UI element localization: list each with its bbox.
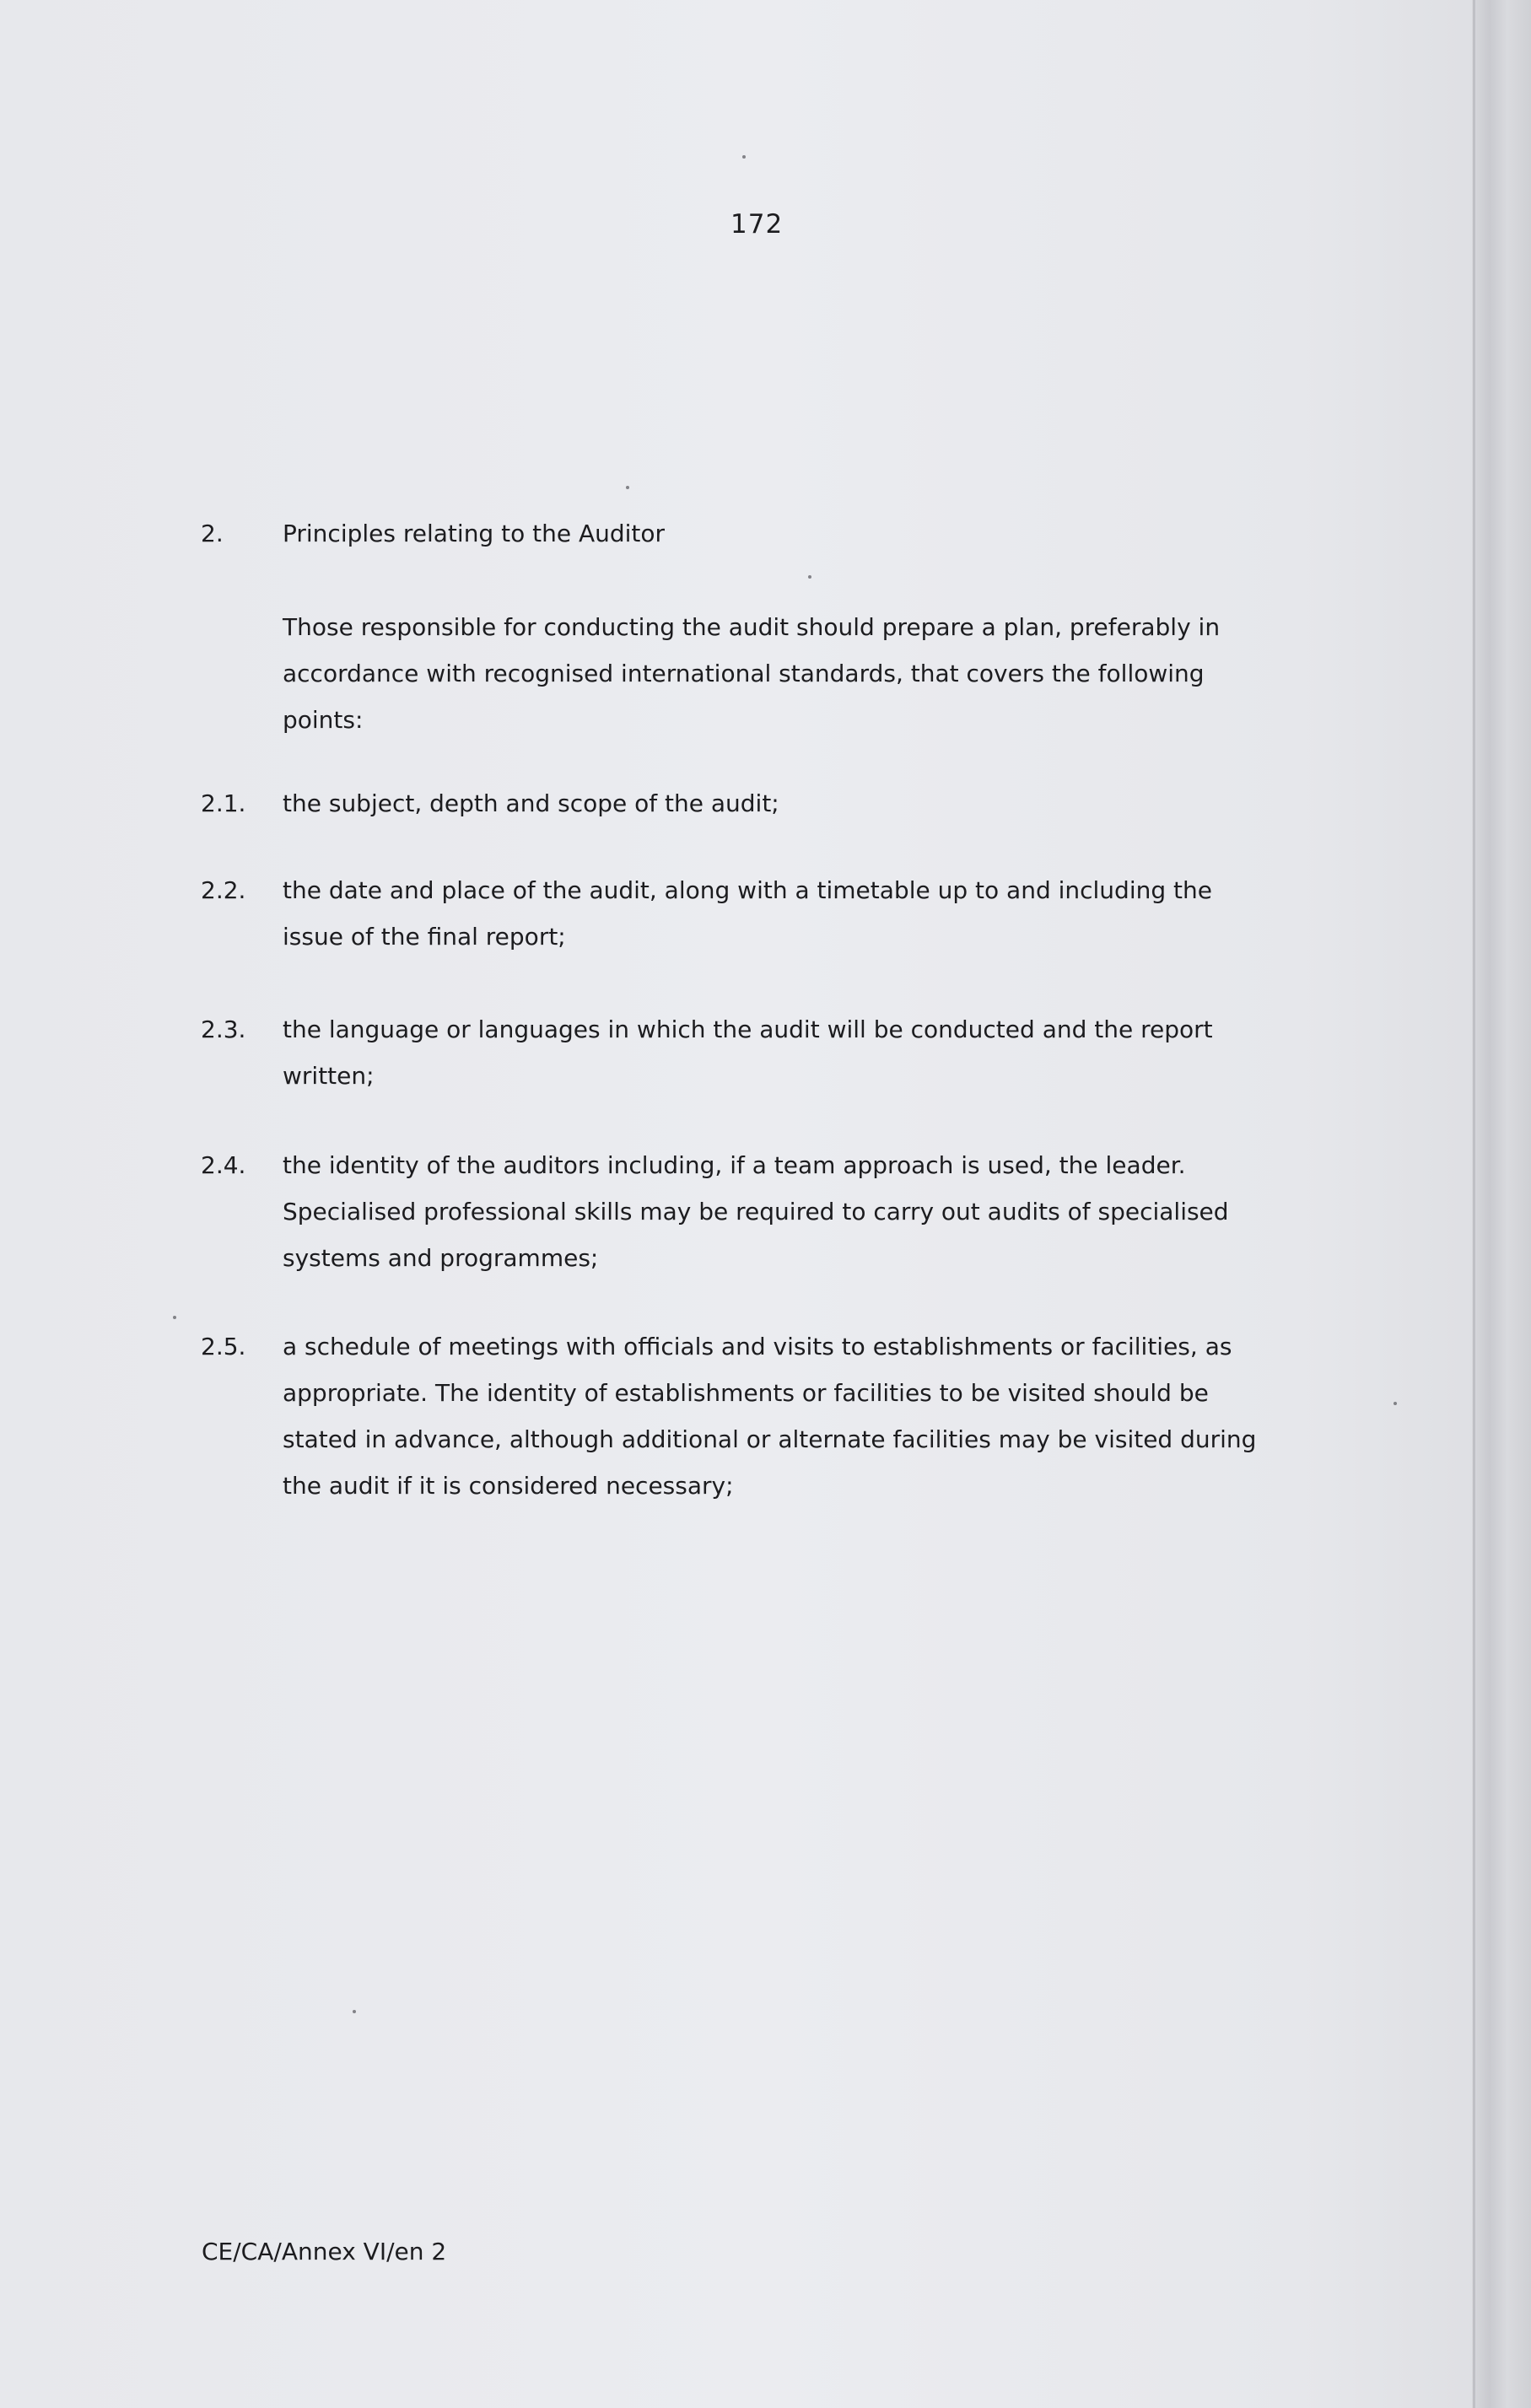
- list-item-text: the identity of the auditors including, if a team approach is used, the leader. Specialised professional skills may be required to carry out audits of specialised systems and programmes;: [283, 1151, 1229, 1272]
- scan-speck: [808, 575, 811, 579]
- list-item-number: 2.1.: [201, 789, 246, 817]
- list-item-number: 2.5.: [201, 1333, 246, 1360]
- section-number: 2.: [201, 520, 224, 547]
- list-item-text: the subject, depth and scope of the audit;: [283, 789, 779, 817]
- list-item-text: the language or languages in which the audit will be conducted and the report written;: [283, 1015, 1213, 1090]
- list-item-number: 2.3.: [201, 1015, 246, 1043]
- scan-speck: [1394, 1402, 1397, 1405]
- page-number: 172: [730, 209, 784, 240]
- scan-speck: [742, 155, 746, 159]
- list-item-number: 2.2.: [201, 876, 246, 904]
- scan-speck: [626, 486, 629, 489]
- document-reference-footer: CE/CA/Annex VI/en 2: [202, 2238, 447, 2265]
- list-item-text: the date and place of the audit, along with a timetable up to and including the issue of the final report;: [283, 876, 1212, 951]
- section-intro-paragraph: Those responsible for conducting the audit should prepare a plan, preferably in accordance with recognised international standards, that covers the following points:: [283, 613, 1221, 734]
- list-item-text: a schedule of meetings with officials and visits to establishments or facilities, as appropriate. The identity of establishments or facilities to be visited should be stated in advance, although additional or alternate facilities may be visited during the audit if it is considered necessary;: [283, 1333, 1257, 1500]
- section-heading: [201, 520, 665, 547]
- list-item-number: 2.4.: [201, 1151, 246, 1179]
- scan-speck: [353, 2010, 356, 2013]
- show-through-text: [253, 472, 260, 498]
- page-edge-shadow: [1472, 0, 1531, 2408]
- scan-speck: [173, 1316, 176, 1319]
- section-title: Principles relating to the Auditor: [283, 520, 666, 547]
- page-edge-line: [1473, 0, 1475, 2408]
